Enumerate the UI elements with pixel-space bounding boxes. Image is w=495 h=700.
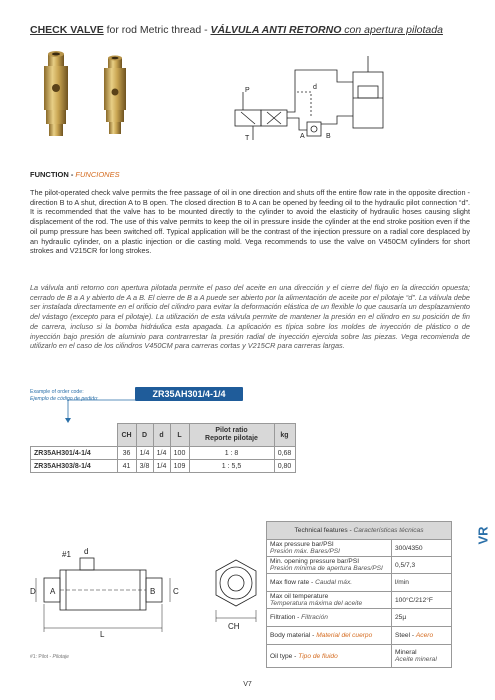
tech-row6-es: Material del cuerpo xyxy=(316,632,373,639)
schematic-label-t: T xyxy=(245,135,250,142)
valve-1-image xyxy=(44,51,68,136)
tech-row7-value: Mineral xyxy=(395,649,417,656)
drawing-d-label: d xyxy=(84,547,89,556)
valve-2-image xyxy=(104,56,126,135)
drawing-CH-label: CH xyxy=(228,622,240,631)
function-heading-en: FUNCTION - xyxy=(30,170,76,179)
row1-L: 100 xyxy=(170,447,189,460)
tech-row6-value: Steel - xyxy=(395,632,416,639)
technical-features-table xyxy=(266,521,452,668)
col-pilot-ratio xyxy=(189,424,274,447)
schematic-label-p: P xyxy=(245,87,250,94)
drawing-pilot-label: #1 xyxy=(62,550,71,559)
tech-row2-en: Min. opening pressure bar/PSI xyxy=(270,558,360,565)
tech-row7-es: Tipo de fluido xyxy=(298,652,338,660)
tech-row4-es: Temperatura máxima del aceite xyxy=(270,600,363,607)
row1-ratio: 1 : 8 xyxy=(189,447,274,460)
page-title xyxy=(30,24,443,36)
row2-d: 1/4 xyxy=(153,460,170,473)
tech-row3-es: Caudal máx. xyxy=(315,579,353,586)
row1-kg: 0,68 xyxy=(274,447,295,460)
table-row xyxy=(267,574,452,592)
tech-header-en: Technical features - xyxy=(294,527,354,534)
tech-row4-value: 100°C/212°F xyxy=(392,592,452,609)
row1-d: 1/4 xyxy=(153,447,170,460)
function-heading xyxy=(30,170,120,179)
function-text-en: The pilot-operated check valve permits the free passage of oil in one direction and shuts off the entire flow rate in the opposite direction - direction B to A shut, direction A to B open. The closed direction B to A can be opened by feeding oil to the hydraulic pilot connection “d”. It is recommended that the valve has to be mounted directly to the cylinder to avoid the elasticity of hydraulic hoses causing slight displacement of the rod. The use of this valve permits to keep the oil in pressure inside the cylinder at the end stroke position even if the oil pump pressure has been switched off. Typical application will be the contrast of the injection pressure on a radial core desplaced by an hydraulic cylinder, on a plastic injection or die casting mold. Vega recommends to use the valve on V450CM cylinders for short strokes and V215CR for long strokes. xyxy=(30,188,470,256)
tech-row5-es: Filtración xyxy=(301,614,328,621)
title-part4: con apertura pilotada xyxy=(341,24,443,36)
table-row xyxy=(267,609,452,627)
tech-row5-value: 25µ xyxy=(392,609,452,627)
order-pointer-arrow xyxy=(60,396,140,426)
tech-row3-value: l/min xyxy=(392,574,452,592)
row1-ch: 36 xyxy=(117,447,136,460)
col-ch: CH xyxy=(117,424,136,447)
tech-row6-value-es: Acero xyxy=(415,632,434,639)
table-row xyxy=(267,557,452,574)
tech-row7-en: Oil type - xyxy=(270,652,299,660)
product-photo xyxy=(26,48,156,148)
pilot-note-es: Pilotaje xyxy=(52,654,69,660)
hydraulic-schematic xyxy=(225,52,390,152)
tech-row6-en: Body material - xyxy=(270,632,317,639)
tech-row3-en: Max flow rate - xyxy=(270,579,316,586)
schematic-label-b: B xyxy=(326,133,331,140)
col-kg: kg xyxy=(274,424,295,447)
table-row xyxy=(267,645,452,668)
order-code-table xyxy=(30,423,296,473)
table-row xyxy=(31,447,296,460)
drawing-A-label: A xyxy=(50,587,56,596)
section-tab-vr: VR xyxy=(475,526,491,545)
col-pilot-ratio-label: Pilot ratio Reporte pilotaje xyxy=(205,427,258,442)
drawing-D-label: D xyxy=(30,587,36,596)
col-D: D xyxy=(136,424,153,447)
order-code-badge: ZR35AH301/4-1/4 xyxy=(135,387,243,401)
order-example-label-es: Ejemplo de código de pedido: xyxy=(30,396,99,402)
row2-ch: 41 xyxy=(117,460,136,473)
row2-ratio: 1 : 5,5 xyxy=(189,460,274,473)
tech-row2-value: 0,5/7,3 xyxy=(392,557,452,574)
table-row xyxy=(31,460,296,473)
table-row xyxy=(267,592,452,609)
tech-row5-en: Filtration - xyxy=(270,614,302,621)
tech-header xyxy=(267,522,452,540)
order-example-label-en: Example of order code: xyxy=(30,389,84,395)
pilot-note-en: #1: Pilot - xyxy=(30,654,53,660)
drawing-B-label: B xyxy=(150,587,156,596)
drawing-C-label: C xyxy=(173,587,179,596)
col-L: L xyxy=(170,424,189,447)
dimension-drawing xyxy=(30,540,180,640)
row1-code: ZR35AH301/4-1/4 xyxy=(31,447,118,460)
function-heading-es: FUNCIONES xyxy=(75,170,120,179)
title-part2: for rod Metric thread - xyxy=(103,24,211,36)
table-row xyxy=(267,540,452,557)
tech-row1-value: 300/4350 xyxy=(392,540,452,557)
tech-row1-es: Presión máx. Bares/PSI xyxy=(270,548,340,555)
tech-row4-en: Max oil temperature xyxy=(270,593,329,600)
table-row xyxy=(267,627,452,645)
row2-code: ZR35AH303/8-1/4 xyxy=(31,460,118,473)
row2-D: 3/8 xyxy=(136,460,153,473)
tech-row2-es: Presión mínima de apertura Bares/PSI xyxy=(270,565,383,572)
page-number: V7 xyxy=(243,681,252,688)
tech-header-es: Características técnicas xyxy=(353,527,424,534)
end-view-drawing xyxy=(208,552,264,632)
tech-row7-value-es: Aceite mineral xyxy=(395,656,437,663)
row2-L: 109 xyxy=(170,460,189,473)
title-part1: CHECK VALVE xyxy=(30,24,104,36)
pilot-note xyxy=(30,654,69,660)
schematic-label-d: d xyxy=(313,84,317,91)
tech-row1-en: Max pressure bar/PSI xyxy=(270,541,334,548)
schematic-label-a: A xyxy=(300,133,305,140)
col-d: d xyxy=(153,424,170,447)
row1-D: 1/4 xyxy=(136,447,153,460)
function-text-es: La válvula anti retorno con apertura pilotada permite el paso del aceite en una dirección y el cierre del flujo en la dirección opuesta; cerrado de B a A y abierto de A a B. El cierre de B a A puede ser abierto por la alimentación de aceite por el pilotaje “d”. La válvula debe ser instalada directamente en el orificio del cilindro para evitar la deformación elástica de un flexible lo que causaría un desplazamiento del vástago (excepto para el pilotaje). La utilización de esta válvula permite de mantener la presión en el cilindro en su posición de fin de carrera, incluso si la bomba hidráulica esta apagada. La aplicación es típica sobre los moldes de inyección de plástico o de inyección bajo presión de aluminio para contrarrestar la presión radial de inyección ejercida sobre las piezas. Vega recomienda de utilizarlo en el caso de los cilindros V450CM para carreras cortas y V215CR para carreras largas. xyxy=(30,283,470,351)
row2-kg: 0,80 xyxy=(274,460,295,473)
title-part3: VÁLVULA ANTI RETORNO xyxy=(210,24,342,36)
drawing-L-label: L xyxy=(100,630,105,639)
